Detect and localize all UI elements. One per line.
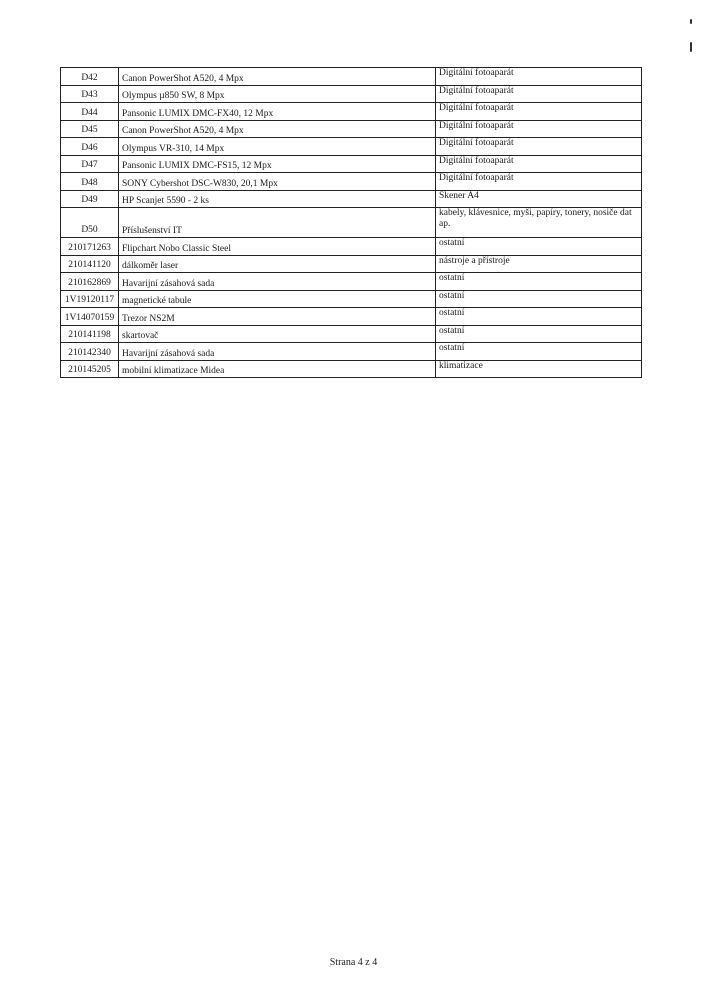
scan-mark: [690, 42, 692, 52]
item-code: 210145205: [61, 360, 119, 378]
item-category: ostatní: [436, 343, 642, 361]
item-name: Olympus VR-310, 14 Mpx: [119, 138, 436, 156]
item-category: nástroje a přístroje: [436, 255, 642, 273]
table-row: [61, 208, 642, 238]
item-category: Digitální fotoaparát: [436, 120, 642, 138]
table-row: [61, 325, 642, 343]
item-name: Flipchart Nobo Classic Steel: [119, 238, 436, 256]
item-category: kabely, klávesnice, myši, papíry, tonery, nosiče dat ap.: [436, 208, 642, 238]
item-code: 210162869: [61, 273, 119, 291]
item-category: ostatní: [436, 325, 642, 343]
item-code: D47: [61, 155, 119, 173]
item-name: Olympus µ850 SW, 8 Mpx: [119, 85, 436, 103]
item-code: 210141198: [61, 325, 119, 343]
item-code: D50: [61, 208, 119, 238]
item-name: skartovač: [119, 325, 436, 343]
item-code: 210142340: [61, 343, 119, 361]
page-number: Strana 4 z 4: [329, 957, 378, 968]
item-name: HP Scanjet 5590 - 2 ks: [119, 190, 436, 208]
item-name: Havarijní zásahová sada: [119, 273, 436, 291]
item-category: ostatní: [436, 308, 642, 326]
table-row: [61, 360, 642, 378]
item-name: Havarijní zásahová sada: [119, 343, 436, 361]
item-name: Trezor NS2M: [119, 308, 436, 326]
item-code: D49: [61, 190, 119, 208]
item-code: D44: [61, 103, 119, 121]
item-name: SONY Cybershot DSC-W830, 20,1 Mpx: [119, 173, 436, 191]
item-category: Digitální fotoaparát: [436, 68, 642, 86]
item-name: Canon PowerShot A520, 4 Mpx: [119, 120, 436, 138]
item-category: Digitální fotoaparát: [436, 138, 642, 156]
item-code: 1V19120117: [61, 290, 119, 308]
item-code: D46: [61, 138, 119, 156]
item-code: D48: [61, 173, 119, 191]
table-row: [61, 68, 642, 86]
item-category: Digitální fotoaparát: [436, 85, 642, 103]
table-row: [61, 255, 642, 273]
table-row: [61, 190, 642, 208]
item-category: ostatní: [436, 290, 642, 308]
item-name: Canon PowerShot A520, 4 Mpx: [119, 68, 436, 86]
item-category: klimatizace: [436, 360, 642, 378]
item-code: 210171263: [61, 238, 119, 256]
table-row: [61, 290, 642, 308]
table-row: [61, 273, 642, 291]
table-row: [61, 120, 642, 138]
table-row: [61, 173, 642, 191]
item-category: Digitální fotoaparát: [436, 103, 642, 121]
table-row: [61, 103, 642, 121]
item-name: Příslušenství IT: [119, 208, 436, 238]
table-row: [61, 138, 642, 156]
item-code: D45: [61, 120, 119, 138]
table-row: [61, 85, 642, 103]
table-row: [61, 155, 642, 173]
item-code: 210141120: [61, 255, 119, 273]
table-row: [61, 308, 642, 326]
inventory-table: [60, 67, 642, 378]
item-category: ostatní: [436, 273, 642, 291]
table-row: [61, 238, 642, 256]
scan-mark: [690, 19, 692, 24]
item-category: Digitální fotoaparát: [436, 155, 642, 173]
item-code: D42: [61, 68, 119, 86]
item-code: 1V14070159: [61, 308, 119, 326]
item-name: mobilní klimatizace Midea: [119, 360, 436, 378]
item-name: Pansonic LUMIX DMC-FX40, 12 Mpx: [119, 103, 436, 121]
item-name: Pansonic LUMIX DMC-FS15, 12 Mpx: [119, 155, 436, 173]
item-category: ostatní: [436, 238, 642, 256]
item-code: D43: [61, 85, 119, 103]
table-row: [61, 343, 642, 361]
item-category: Skener A4: [436, 190, 642, 208]
item-category: Digitální fotoaparát: [436, 173, 642, 191]
item-name: magnetické tabule: [119, 290, 436, 308]
item-name: dálkoměr laser: [119, 255, 436, 273]
